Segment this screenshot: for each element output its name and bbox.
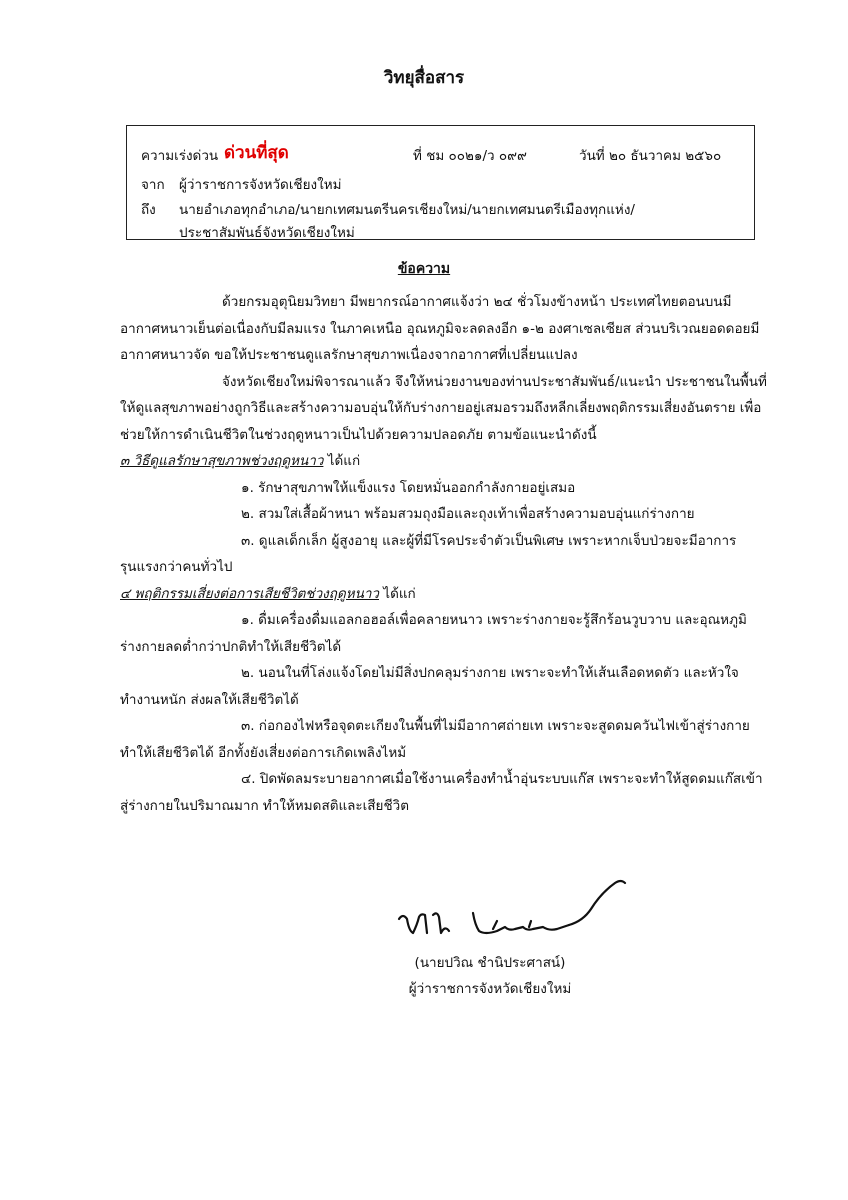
message-heading: ข้อความ: [397, 261, 451, 277]
list-item: ๒. สวมใส่เสื้อผ้าหนา พร้อมสวมถุงมือและถุงเท้าเพื่อสร้างความอบอุ่นแก่ร่างกาย: [241, 506, 695, 522]
handwritten-signature: [393, 875, 633, 945]
list-item: ๔. ปิดพัดลมระบายอากาศเมื่อใช้งานเครื่องทำน้ำอุ่นระบบแก๊ส เพราะจะทำให้สูดดมแก๊สเข้าสู่ร่างกายในปริมาณมาก ทำให้หมดสติและเสียชีวิต: [120, 771, 763, 814]
urgency-label: ความเร่งด่วน: [141, 148, 219, 164]
header-box: [126, 125, 755, 240]
paragraph-1: ด้วยกรมอุตุนิยมวิทยา มีพยากรณ์อากาศแจ้งว่า ๒๔ ชั่วโมงข้างหน้า ประเทศไทยตอนบนมีอากาศหนาวเย็นต่อเนื่องกับมีลมแรง ในภาคเหนือ อุณหภูมิจะลดลงอีก ๑-๒ องศาเซลเซียส ส่วนบริเวณยอดดอยมีอากาศหนาวจัด ขอให้ประชาชนดูแลรักษาสุขภาพเนื่องจากอากาศที่เปลี่ยนแปลง: [120, 294, 760, 363]
section1-title: ๓ วิธีดูแลรักษาสุขภาพช่วงฤดูหนาว: [120, 453, 324, 469]
signatory-block: [360, 950, 620, 1002]
list-item: ๓. ดูแลเด็กเล็ก ผู้สูงอายุ และผู้ที่มีโรคประจำตัวเป็นพิเศษ เพราะหากเจ็บป่วยจะมีอาการรุนแรงกว่าคนทั่วไป: [120, 532, 737, 575]
list-item: ๓. ก่อกองไฟหรือจุดตะเกียงในพื้นที่ไม่มีอากาศถ่ายเท เพราะจะสูดดมควันไฟเข้าสู่ร่างกายทำให้เสียชีวิตได้ อีกทั้งยังเสี่ยงต่อการเกิดเพลิงไหม้: [120, 718, 750, 761]
from-value: ผู้ว่าราชการจังหวัดเชียงใหม่: [179, 177, 342, 193]
section2-list: [120, 607, 770, 819]
signatory-name: (นายปวิณ ชำนิประศาสน์): [414, 955, 566, 971]
message-body: [120, 289, 770, 819]
list-item: ๑. รักษาสุขภาพให้แข็งแรง โดยหมั่นออกกำลังกายอยู่เสมอ: [241, 479, 576, 496]
section2-title: ๔ พฤติกรรมเสี่ยงต่อการเสียชีวิตช่วงฤดูหนาว: [120, 585, 379, 602]
paragraph-2: จังหวัดเชียงใหม่พิจารณาแล้ว จึงให้หน่วยงานของท่านประชาสัมพันธ์/แนะนำ ประชาชนในพื้นที่ให้ดูแลสุขภาพอย่างถูกวิธีและสร้างความอบอุ่นให้กับร่างกายอยู่เสมอรวมถึงหลีกเลี่ยงพฤติกรรมเสี่ยงอันตราย เพื่อช่วยให้การดำเนินชีวิตในช่วงฤดูหนาวเป็นไปด้วยความปลอดภัย ตามข้อแนะนำดังนี้: [120, 373, 767, 443]
signatory-position: ผู้ว่าราชการจังหวัดเชียงใหม่: [408, 981, 572, 997]
list-item: ๑. ดื่มเครื่องดื่มแอลกอฮอล์เพื่อคลายหนาว เพราะร่างกายจะรู้สึกร้อนวูบวาบ และอุณหภูมิร่างกายลดต่ำกว่าปกติทำให้เสียชีวิตได้: [120, 612, 747, 655]
section1-suffix: ได้แก่: [323, 453, 361, 469]
section1-list: [120, 475, 770, 581]
from-label: จาก: [141, 177, 165, 193]
to-recipients-line2: ประชาสัมพันธ์จังหวัดเชียงใหม่: [179, 225, 355, 241]
document-title: วิทยุสื่อสาร: [383, 68, 465, 88]
urgency-value: ด่วนที่สุด: [224, 143, 289, 163]
section1-heading: [120, 448, 770, 475]
section2-suffix: ได้แก่: [379, 585, 416, 602]
document-date: วันที่ ๒๐ ธันวาคม ๒๕๖๐: [579, 148, 722, 164]
to-label: ถึง: [141, 202, 156, 218]
reference-number: ที่ ชม ๐๐๒๑/ว ๐๙๙: [413, 148, 527, 164]
section2-heading: [120, 581, 770, 608]
to-recipients-line1: นายอำเภอทุกอำเภอ/นายกเทศมนตรีนครเชียงใหม่/นายกเทศมนตรีเมืองทุกแห่ง/: [179, 202, 635, 218]
list-item: ๒. นอนในที่โล่งแจ้งโดยไม่มีสิ่งปกคลุมร่างกาย เพราะจะทำให้เส้นเลือดหดตัว และหัวใจทำงานหนัก ส่งผลให้เสียชีวิตได้: [120, 665, 739, 708]
